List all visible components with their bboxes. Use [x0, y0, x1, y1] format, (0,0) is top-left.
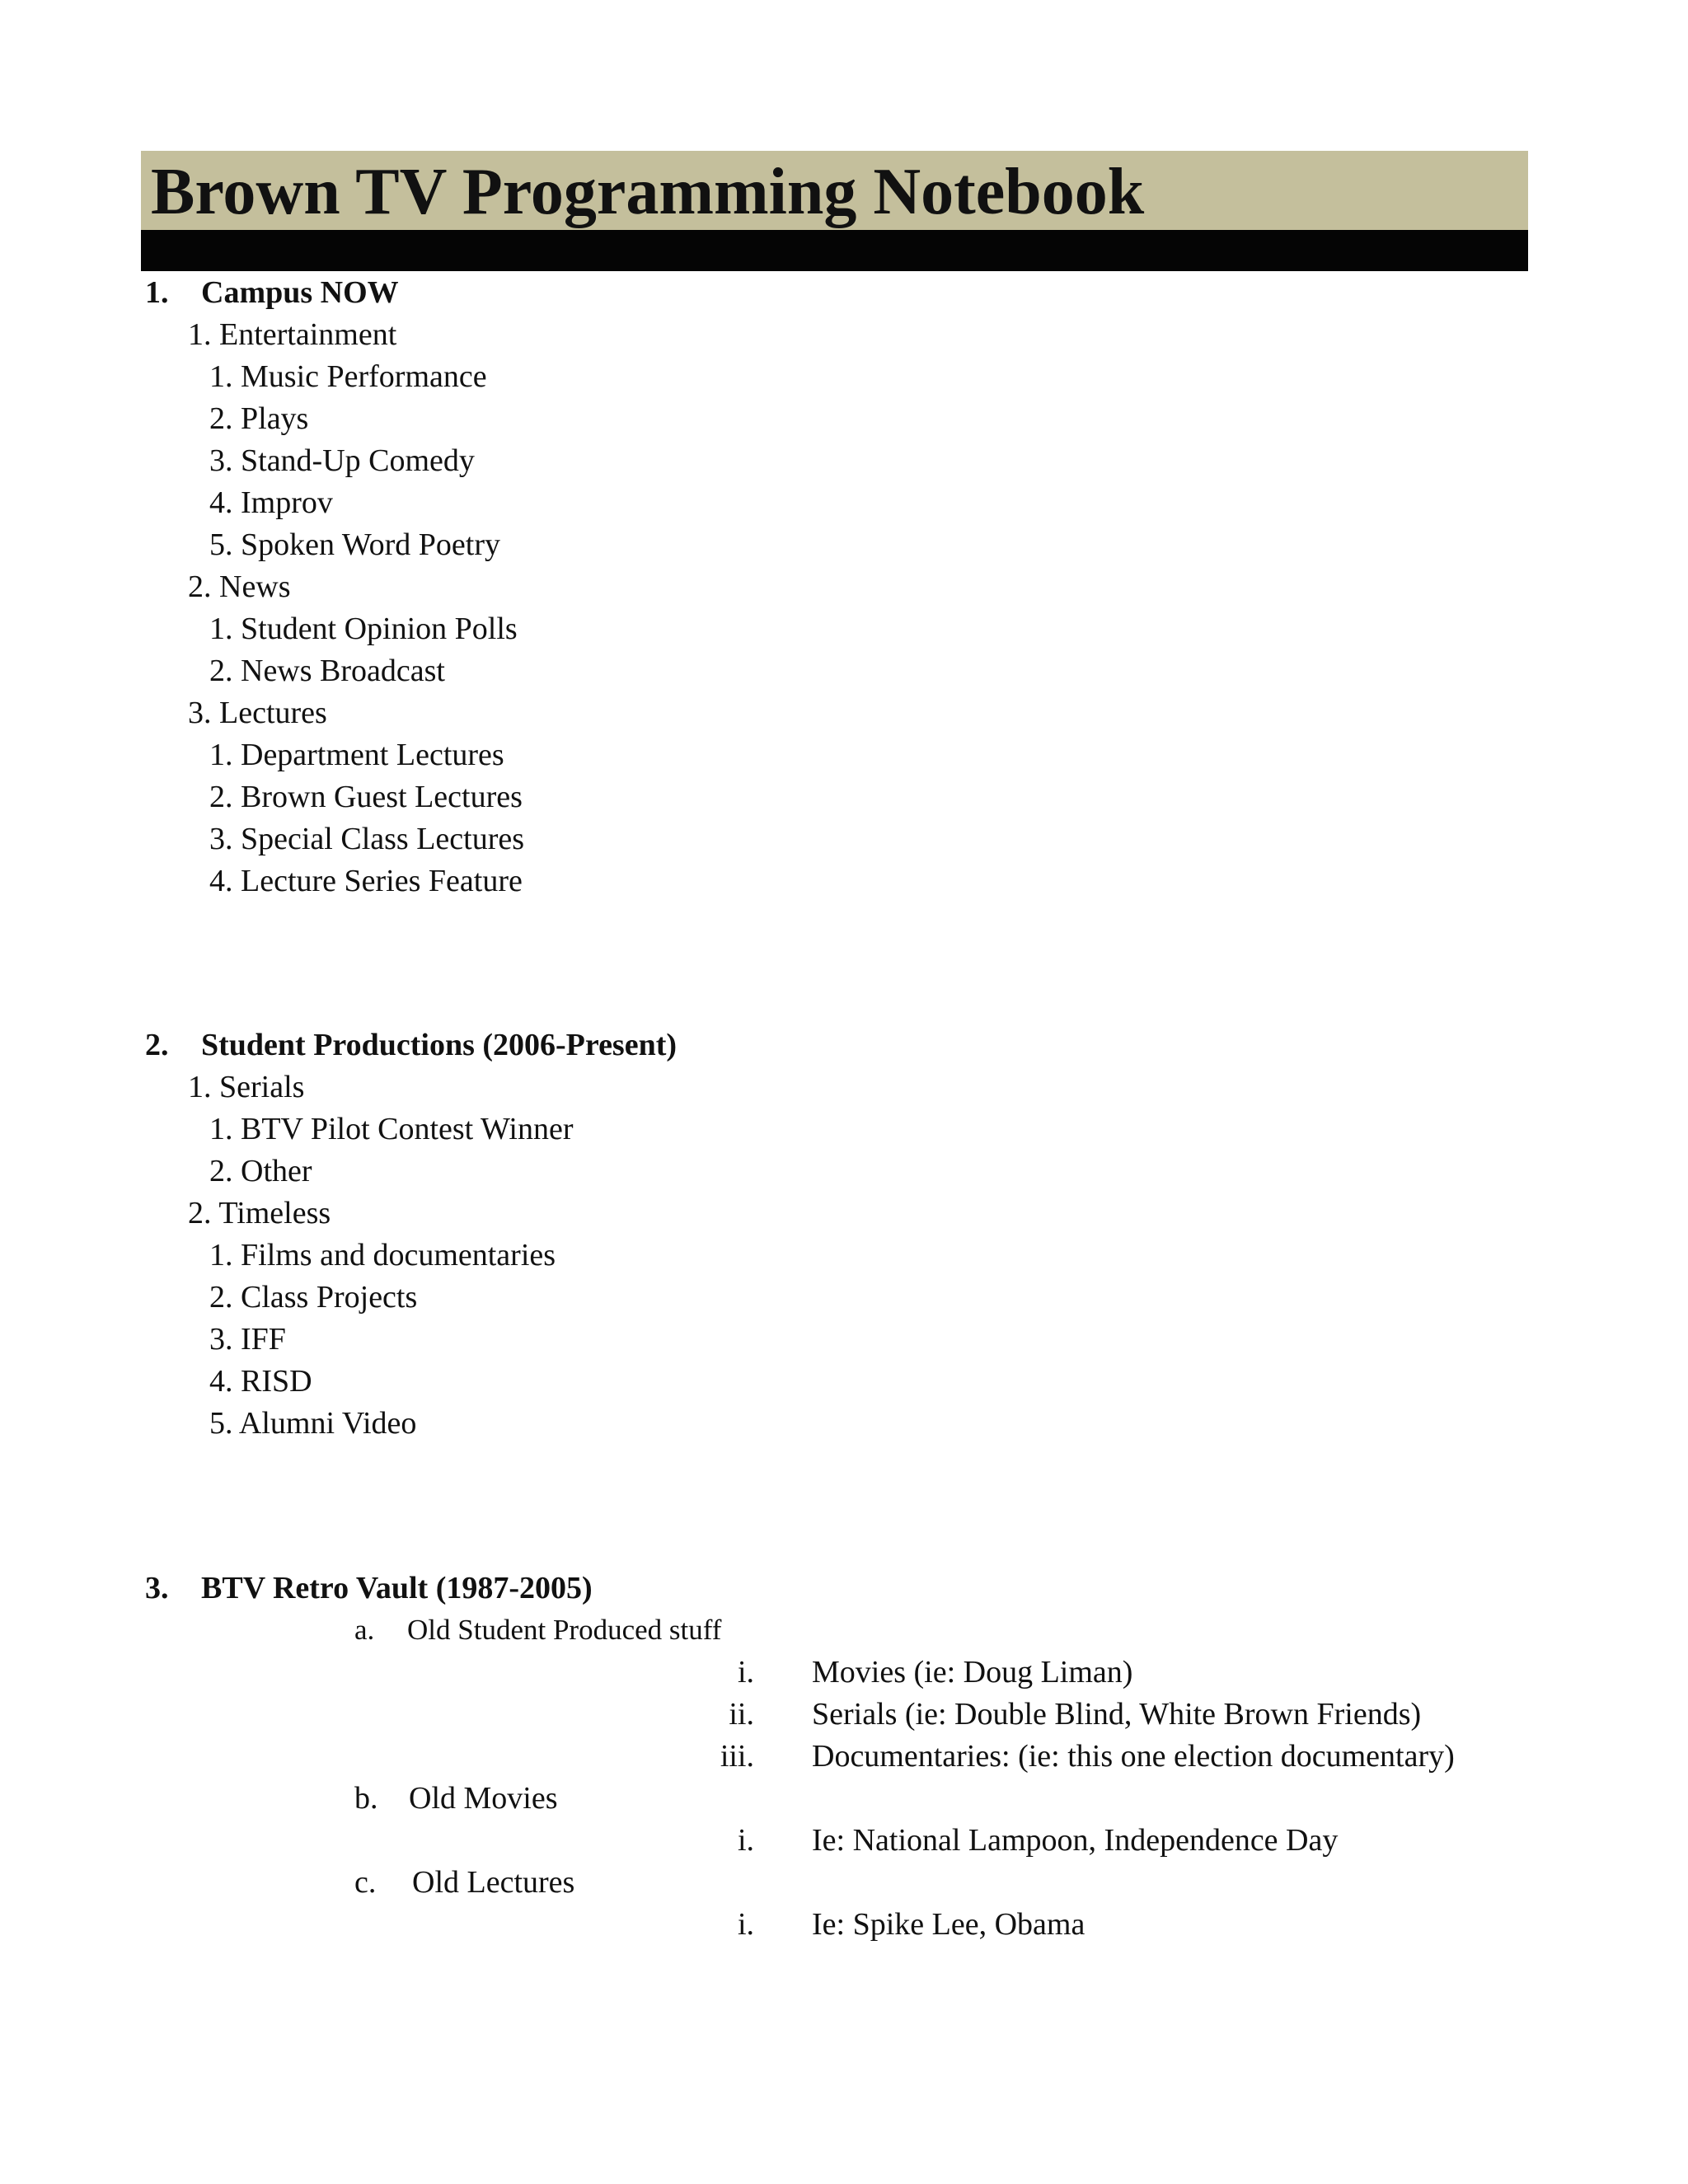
outline-item: Ie: National Lampoon, Independence Day: [812, 1823, 1339, 1858]
title-band: [141, 151, 1528, 230]
outline-item: 1. BTV Pilot Contest Winner: [209, 1112, 574, 1146]
outline-marker: iii.: [720, 1739, 754, 1774]
outline-marker: i.: [737, 1823, 754, 1858]
outline-item: 1. Music Performance: [209, 359, 487, 394]
outline-item: 5. Alumni Video: [209, 1406, 417, 1441]
page-title: Brown TV Programming Notebook: [151, 156, 1145, 228]
outline-group: 2. Timeless: [188, 1196, 331, 1230]
section-number: 3.: [145, 1571, 169, 1605]
outline-item: 2. News Broadcast: [209, 654, 445, 688]
outline-item: 1. Department Lectures: [209, 738, 504, 772]
outline-item: 2. Other: [209, 1154, 312, 1188]
outline-marker: a.: [354, 1614, 375, 1646]
outline-item: 4. RISD: [209, 1364, 312, 1399]
outline-group: Old Movies: [409, 1781, 558, 1816]
outline-item: 4. Improv: [209, 485, 333, 520]
outline-item: 3. Stand-Up Comedy: [209, 443, 475, 478]
section-title: Student Productions (2006-Present): [201, 1028, 678, 1062]
outline-marker: c.: [354, 1865, 377, 1900]
section-title: BTV Retro Vault (1987-2005): [201, 1571, 593, 1605]
outline-marker: i.: [737, 1655, 754, 1690]
outline-item: 1. Films and documentaries: [209, 1238, 556, 1272]
section-number: 2.: [145, 1028, 169, 1062]
outline-item: 2. Plays: [209, 401, 309, 436]
outline-item: 4. Lecture Series Feature: [209, 864, 523, 898]
outline-item: Movies (ie: Doug Liman): [812, 1655, 1133, 1690]
outline-group: 3. Lectures: [188, 696, 327, 730]
outline-item: Documentaries: (ie: this one election documentary): [812, 1739, 1455, 1774]
outline-group: 1. Serials: [188, 1070, 305, 1104]
outline-item: Serials (ie: Double Blind, White Brown Friends): [812, 1697, 1422, 1732]
outline-group: Old Student Produced stuff: [407, 1614, 722, 1646]
outline-item: 1. Student Opinion Polls: [209, 612, 518, 646]
outline-item: 2. Class Projects: [209, 1280, 418, 1315]
outline-group: 1. Entertainment: [188, 317, 397, 352]
section-title: Campus NOW: [201, 275, 399, 310]
title-underline-bar: [141, 230, 1528, 271]
outline-marker: i.: [737, 1907, 754, 1942]
outline-item: 3. IFF: [209, 1322, 286, 1357]
outline-group: Old Lectures: [412, 1865, 575, 1900]
outline-item: 2. Brown Guest Lectures: [209, 780, 523, 814]
outline-marker: ii.: [729, 1697, 754, 1732]
outline-item: 5. Spoken Word Poetry: [209, 527, 501, 562]
outline-group: 2. News: [188, 569, 291, 604]
outline-item: Ie: Spike Lee, Obama: [812, 1907, 1085, 1942]
outline-marker: b.: [354, 1781, 378, 1816]
section-number: 1.: [145, 275, 169, 310]
outline-item: 3. Special Class Lectures: [209, 822, 525, 856]
